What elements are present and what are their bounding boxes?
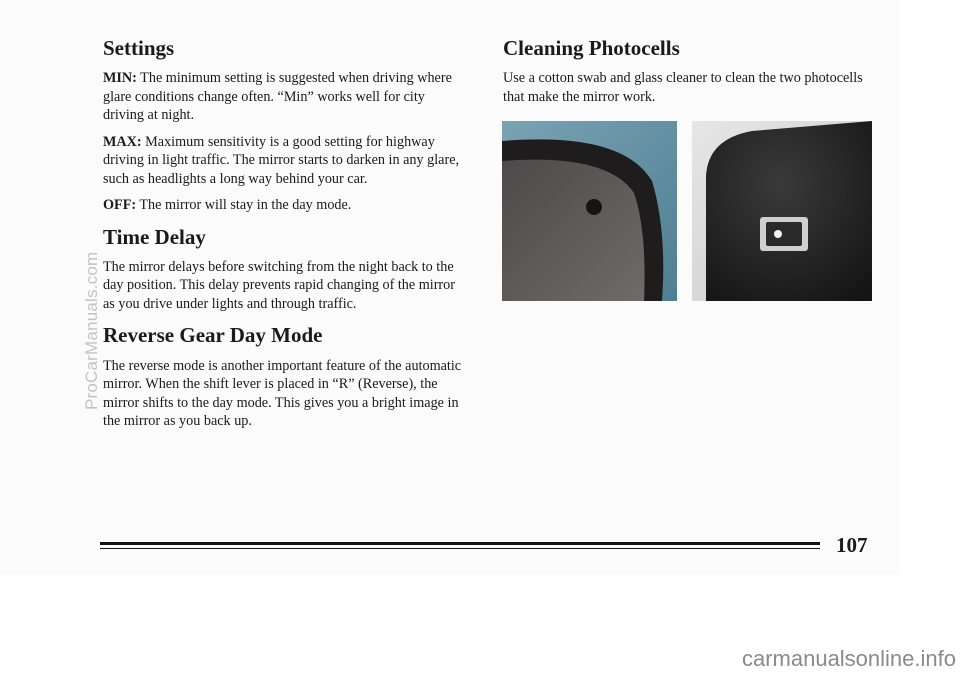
reverse-mode-paragraph: The reverse mode is another important feature of the automatic mirror. When the shift lever is placed in “R” (Reverse), the mirror shifts to the day mode. This gives you a bright image in the mirror as you back up.: [103, 357, 462, 430]
left-column: [103, 36, 468, 439]
time-delay-heading: Time Delay: [103, 224, 206, 249]
mirror-front-photo: [502, 121, 677, 301]
cleaning-photocells-paragraph: Use a cotton swab and glass cleaner to clean the two photocells that make the mirror work.: [503, 70, 863, 105]
max-text: Maximum sensitivity is a good setting for highway driving in light traffic. The mirror starts to darken in any glare, such as headlights a long way behind your car.: [103, 133, 460, 187]
max-term: MAX:: [103, 133, 142, 150]
mirror-back-image: [692, 121, 872, 301]
footer-rule-thin: [100, 548, 820, 549]
mirror-front-image: [502, 121, 677, 301]
cleaning-photocells-heading: Cleaning Photocells: [503, 36, 680, 60]
side-watermark: ProCarManuals.com: [82, 251, 101, 410]
footer-brand-watermark: carmanualsonline.info: [741, 646, 956, 671]
photocell-photos: [502, 121, 872, 301]
max-paragraph: [103, 133, 468, 189]
min-paragraph: [103, 69, 468, 125]
page-number: 107: [836, 533, 868, 557]
off-text: The mirror will stay in the day mode.: [136, 197, 352, 214]
mirror-back-photo: [692, 121, 872, 301]
min-text: The minimum setting is suggested when driving where glare conditions change often. “Min” works well for city driving at night.: [103, 70, 452, 124]
page-footer-rule: [100, 542, 820, 549]
footer-rule-thick: [100, 542, 820, 545]
off-paragraph: [103, 196, 468, 215]
reverse-mode-heading: Reverse Gear Day Mode: [103, 323, 323, 348]
min-term: MIN:: [103, 70, 137, 87]
off-term: OFF:: [103, 197, 137, 214]
right-column: [503, 36, 883, 114]
settings-heading: Settings: [103, 36, 175, 60]
time-delay-paragraph: The mirror delays before switching from the night back to the day position. This delay prevents rapid changing of the mirror as you drive under lights and through traffic.: [103, 258, 455, 312]
